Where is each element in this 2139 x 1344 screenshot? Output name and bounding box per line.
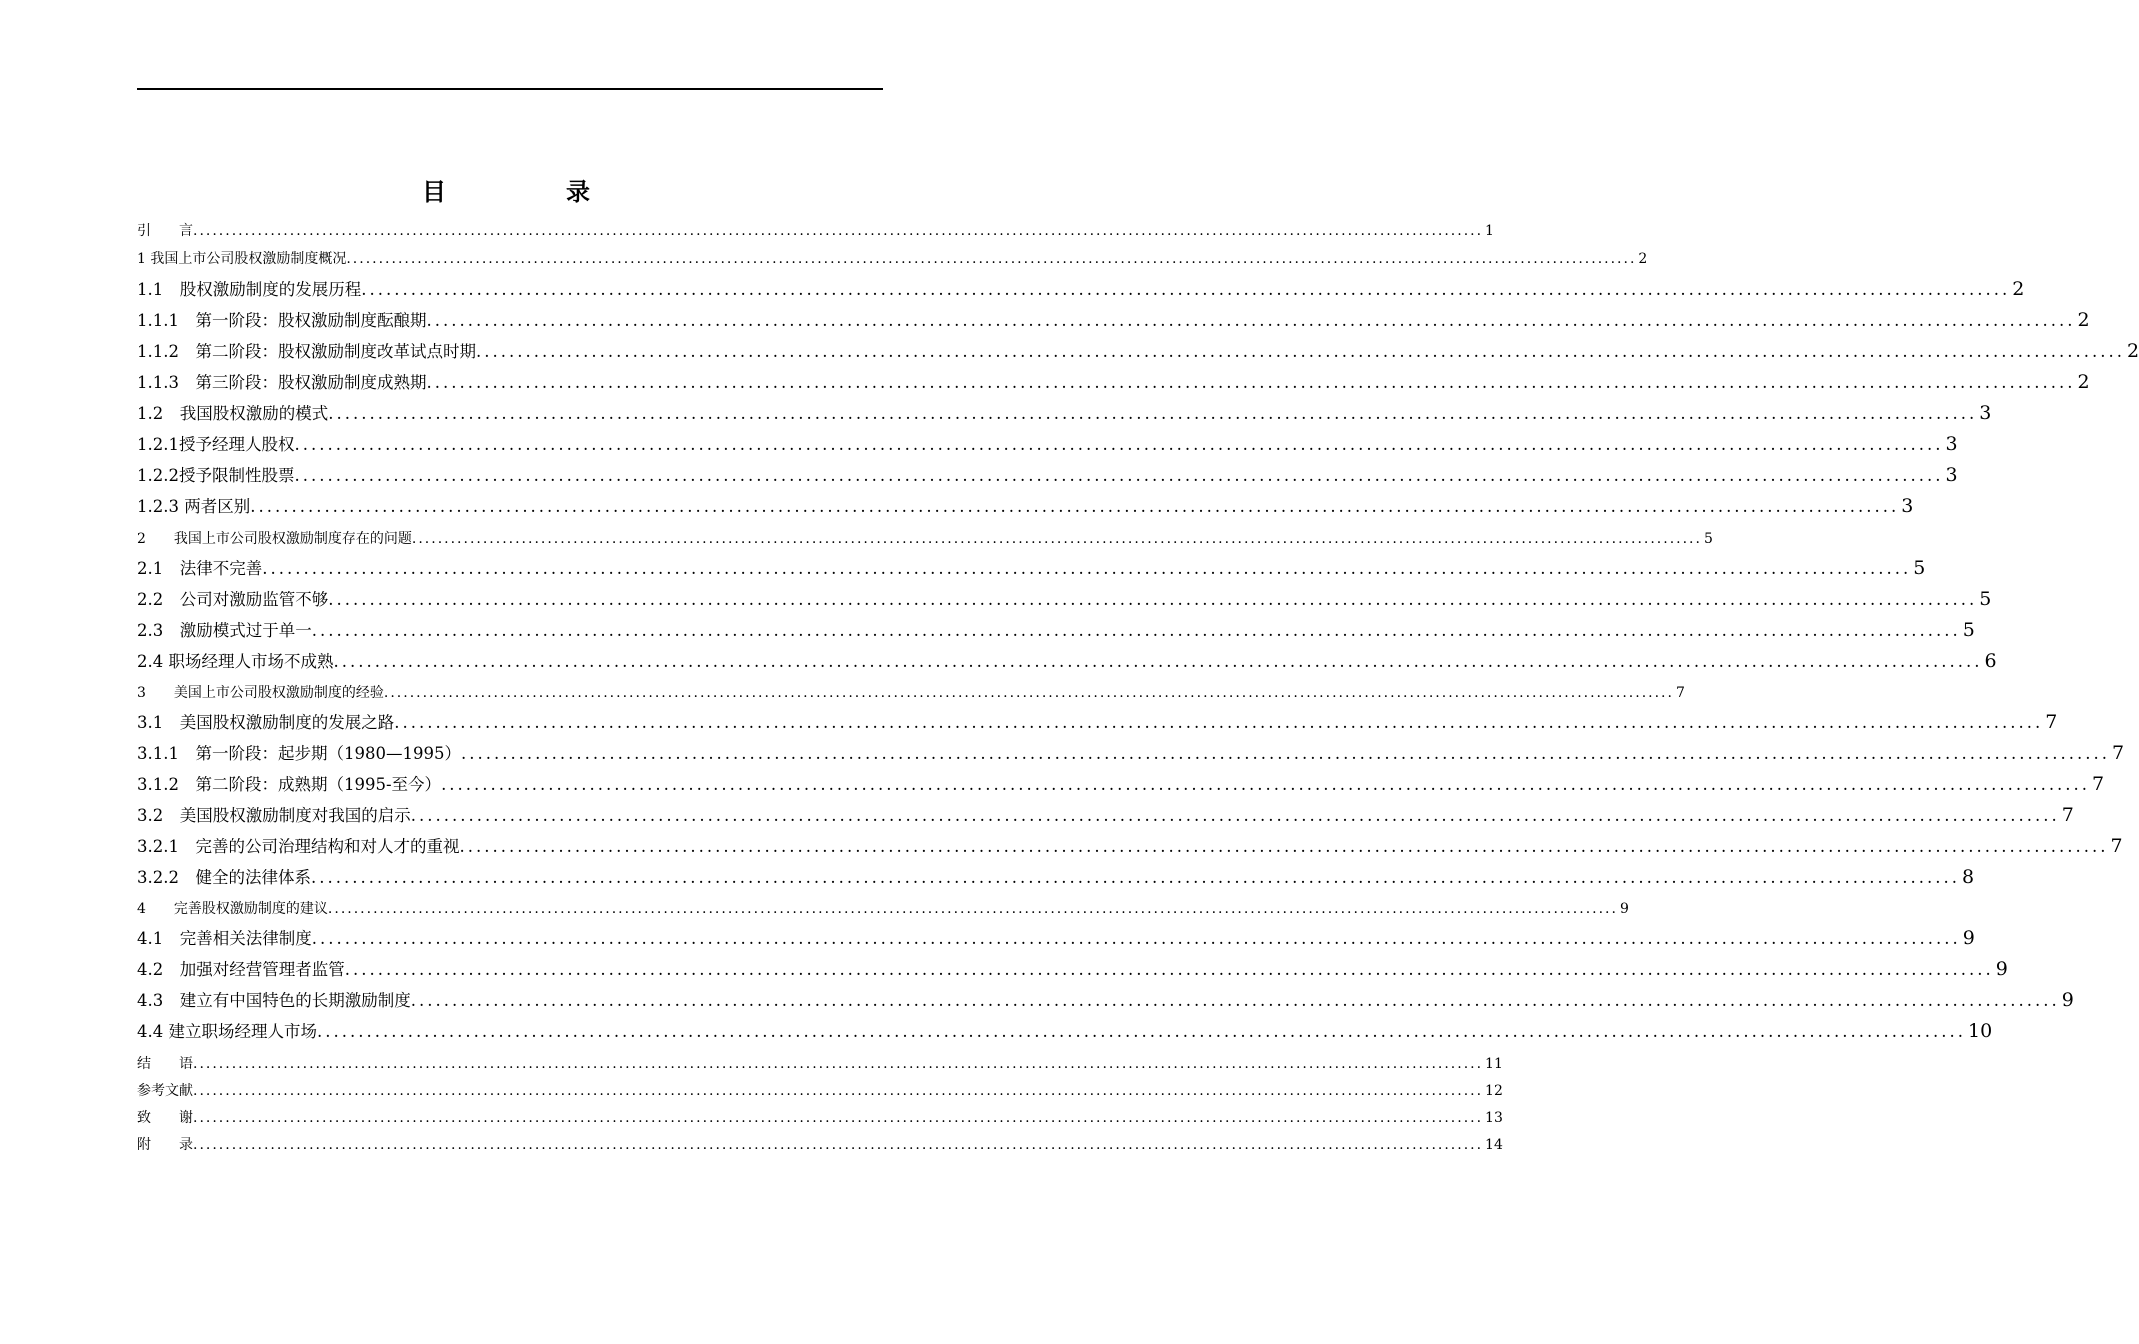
toc-entry-page-number: 3 [1945, 433, 1958, 455]
toc-entry-page-number: 7 [2061, 804, 2074, 826]
toc-entry-page-number: 13 [1485, 1110, 1503, 1126]
dot-leader: ........................................................................................................................................................................................................ [311, 621, 1961, 640]
dot-leader: ........................................................................................................................................................................................................ [193, 1056, 1484, 1072]
toc-entry-page-number: 7 [2111, 742, 2125, 764]
dot-leader: ........................................................................................................................................................................................................ [426, 311, 2076, 330]
toc-entry-label: 4.2 加强对经营管理者监管 [137, 960, 345, 979]
toc-entry-label: 3 美国上市公司股权激励制度的经验 [137, 685, 384, 701]
dot-leader: ........................................................................................................................................................................................................ [327, 901, 1618, 917]
toc-entry-page-number: 7 [2110, 835, 2123, 857]
toc-entry-label: 结 语 [137, 1056, 193, 1072]
toc-entry-page-number: 2 [2012, 278, 2025, 300]
dot-leader: ........................................................................................................................................................................................................ [294, 435, 1944, 454]
toc-entry[interactable] [137, 338, 2139, 366]
toc-entry[interactable] [137, 431, 1958, 459]
dot-leader: ........................................................................................................................................................................................................ [294, 466, 1944, 485]
toc-entry-page-number: 2 [1638, 251, 1648, 267]
toc-entry-label: 3.1 美国股权激励制度的发展之路 [137, 713, 395, 732]
toc-entry[interactable] [137, 864, 1975, 892]
dot-leader: ........................................................................................................................................................................................................ [475, 342, 2125, 361]
toc-entry-label: 1.1.3 第三阶段：股权激励制度成熟期 [137, 373, 427, 392]
toc-entry-label: 附 录 [137, 1137, 193, 1153]
toc-entry-page-number: 5 [1979, 588, 1992, 610]
toc-entry-page-number: 3 [1901, 495, 1914, 517]
toc-entry[interactable] [137, 1018, 1993, 1046]
toc-entry-page-number: 12 [1485, 1083, 1503, 1099]
toc-entry-label: 1.2.2授予限制性股票 [137, 466, 295, 485]
dot-leader: ........................................................................................................................................................................................................ [361, 280, 2011, 299]
dot-leader: ........................................................................................................................................................................................................ [459, 837, 2109, 856]
toc-entry-label: 4.1 完善相关法律制度 [137, 929, 312, 948]
dot-leader: ........................................................................................................................................................................................................ [346, 251, 1637, 267]
toc-entry[interactable] [137, 528, 1713, 550]
toc-entry-label: 1.2 我国股权激励的模式 [137, 404, 329, 423]
toc-entry-page-number: 1 [1485, 223, 1494, 239]
dot-leader: ........................................................................................................................................................................................................ [310, 868, 1960, 887]
toc-entry[interactable] [137, 898, 1629, 920]
dot-leader: ........................................................................................................................................................................................................ [383, 685, 1674, 701]
toc-entry[interactable] [137, 925, 1975, 953]
toc-entry-label: 致 谢 [137, 1110, 193, 1126]
dot-leader: ........................................................................................................................................................................................................ [411, 531, 1702, 547]
toc-entry[interactable] [137, 462, 1958, 490]
toc-entry-page-number: 11 [1485, 1056, 1503, 1072]
dot-leader: ........................................................................................................................................................................................................ [262, 559, 1912, 578]
dot-leader: ........................................................................................................................................................................................................ [328, 404, 1978, 423]
dot-leader: ........................................................................................................................................................................................................ [333, 652, 1983, 671]
toc-entry[interactable] [137, 1053, 1503, 1075]
toc-entry-page-number: 7 [1675, 685, 1685, 701]
toc-entry-page-number: 9 [1619, 901, 1629, 917]
toc-entry[interactable] [137, 1080, 1503, 1102]
toc-entry[interactable] [137, 617, 1975, 645]
toc-entry-page-number: 9 [2061, 989, 2074, 1011]
toc-entry-label: 2.3 激励模式过于单一 [137, 621, 312, 640]
dot-leader: ........................................................................................................................................................................................................ [394, 713, 2044, 732]
toc-entry-page-number: 7 [2045, 711, 2058, 733]
dot-leader: ........................................................................................................................................................................................................ [344, 960, 1994, 979]
dot-leader: ........................................................................................................................................................................................................ [328, 590, 1978, 609]
toc-entry-label: 参考文献 [137, 1083, 193, 1099]
toc-entry-page-number: 2 [2077, 371, 2090, 393]
toc-entry-label: 2.4 职场经理人市场不成熟 [137, 652, 334, 671]
toc-entry-label: 2.2 公司对激励监管不够 [137, 590, 329, 609]
toc-entry-page-number: 14 [1485, 1137, 1503, 1153]
toc-entry[interactable] [137, 220, 1494, 242]
toc-entry[interactable] [137, 248, 1648, 270]
toc-entry[interactable] [137, 369, 2090, 397]
dot-leader: ........................................................................................................................................................................................................ [311, 929, 1961, 948]
toc-entry-label: 1.2.1授予经理人股权 [137, 435, 295, 454]
toc-entry[interactable] [137, 802, 2074, 830]
toc-entry-label: 1.1.2 第二阶段：股权激励制度改革试点时期 [137, 342, 476, 361]
toc-entry-label: 1.1.1 第一阶段：股权激励制度酝酿期 [137, 311, 427, 330]
toc-entry-page-number: 10 [1967, 1020, 1993, 1042]
toc-entry-page-number: 5 [1703, 531, 1713, 547]
toc-entry-label: 4.3 建立有中国特色的长期激励制度 [137, 991, 411, 1010]
dot-leader: ........................................................................................................................................................................................................ [193, 223, 1484, 239]
toc-entry-label: 3.1.1 第一阶段：起步期（1980—1995） [137, 744, 461, 763]
toc-entry[interactable] [137, 709, 2058, 737]
toc-entry[interactable] [137, 740, 2125, 768]
dot-leader: ........................................................................................................................................................................................................ [193, 1083, 1484, 1099]
toc-entry[interactable] [137, 276, 2025, 304]
toc-entry-label: 3.2.1 完善的公司治理结构和对人才的重视 [137, 837, 460, 856]
toc-entry[interactable] [137, 586, 1992, 614]
dot-leader: ........................................................................................................................................................................................................ [426, 373, 2076, 392]
toc-entry-label: 4 完善股权激励制度的建议 [137, 901, 328, 917]
toc-entry-label: 引 言 [137, 223, 193, 239]
toc-entry-label: 3.2 美国股权激励制度对我国的启示 [137, 806, 411, 825]
toc-entry[interactable] [137, 1134, 1503, 1156]
toc-entry-label: 2 我国上市公司股权激励制度存在的问题 [137, 531, 412, 547]
toc-entry[interactable] [137, 400, 1992, 428]
dot-leader: ........................................................................................................................................................................................................ [441, 775, 2091, 794]
dot-leader: ........................................................................................................................................................................................................ [410, 991, 2060, 1010]
toc-entry-page-number: 9 [1962, 927, 1975, 949]
toc-entry-label: 4.4 建立职场经理人市场 [137, 1022, 317, 1041]
toc-entry[interactable] [137, 648, 1997, 676]
toc-entry-page-number: 3 [1979, 402, 1992, 424]
toc-entry-page-number: 7 [2092, 773, 2105, 795]
dot-leader: ........................................................................................................................................................................................................ [317, 1022, 1966, 1041]
toc-entry-label: 1 我国上市公司股权激励制度概况 [137, 251, 347, 267]
toc-entry-page-number: 5 [1913, 557, 1926, 579]
toc-entry-page-number: 3 [1945, 464, 1958, 486]
toc-entry[interactable] [137, 956, 2008, 984]
toc-entry[interactable] [137, 987, 2074, 1015]
toc-entry[interactable] [137, 771, 2105, 799]
dot-leader: ........................................................................................................................................................................................................ [193, 1110, 1484, 1126]
toc-entry[interactable] [137, 1107, 1503, 1129]
toc-entry-label: 2.1 法律不完善 [137, 559, 263, 578]
toc-entry-page-number: 6 [1984, 650, 1997, 672]
dot-leader: ........................................................................................................................................................................................................ [193, 1137, 1484, 1153]
toc-entry-label: 1.2.3 两者区别 [137, 497, 251, 516]
toc-entry[interactable] [137, 493, 1914, 521]
toc-entry[interactable] [137, 833, 2123, 861]
toc-entry-page-number: 5 [1962, 619, 1975, 641]
toc-entry-page-number: 8 [1961, 866, 1975, 888]
toc-entry-page-number: 2 [2077, 309, 2090, 331]
toc-entry[interactable] [137, 307, 2090, 335]
dot-leader: ........................................................................................................................................................................................................ [250, 497, 1900, 516]
toc-title: 目 录 [422, 178, 638, 206]
toc-entry[interactable] [137, 682, 1685, 704]
toc-entry-page-number: 2 [2126, 340, 2139, 362]
toc-entry[interactable] [137, 555, 1926, 583]
toc-entry-label: 3.2.2 健全的法律体系 [137, 868, 311, 887]
toc-entry-page-number: 9 [1995, 958, 2008, 980]
toc-entry-label: 3.1.2 第二阶段：成熟期（1995-至今） [137, 775, 442, 794]
dot-leader: ........................................................................................................................................................................................................ [460, 744, 2110, 763]
toc-entry-label: 1.1 股权激励制度的发展历程 [137, 280, 362, 299]
dot-leader: ........................................................................................................................................................................................................ [410, 806, 2060, 825]
header-rule [137, 88, 883, 90]
